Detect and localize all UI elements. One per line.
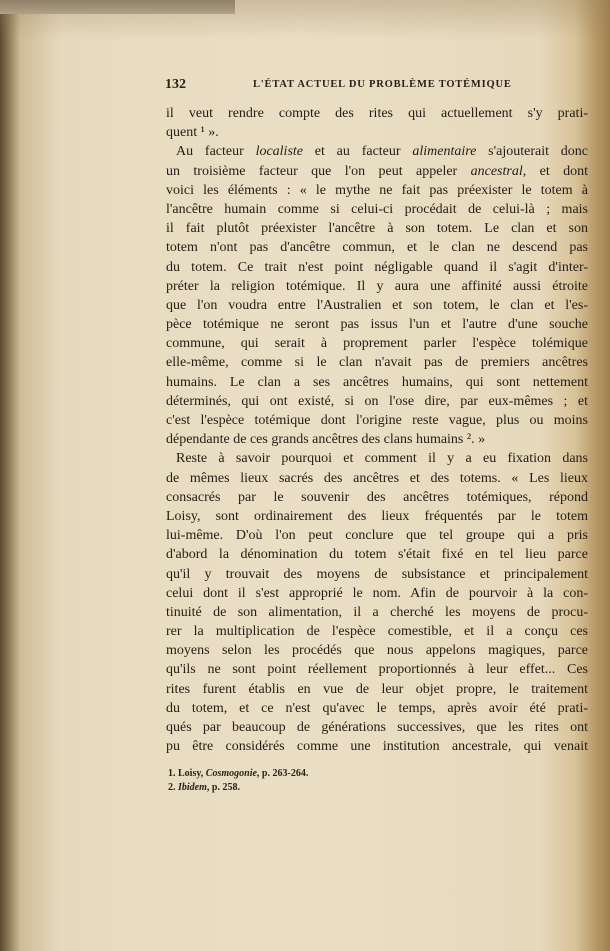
text-line	[166, 411, 588, 430]
text-run: déterminés, qui ont existé, si on l'ose dire, par eux-mêmes ; et	[166, 393, 588, 409]
italic-text: ancestral	[470, 163, 523, 179]
text-run: pèce totémique ne seront pas issus l'un et l'autre d'une souche	[166, 317, 588, 333]
text-run: commune, qui serait à proprement parler l'espèce tolémique	[166, 336, 588, 352]
text-run: préter la religion totémique. Il y aura une affinité aussi étroite	[166, 278, 588, 294]
text-run: , p. 258.	[206, 782, 240, 793]
text-line	[166, 641, 588, 660]
text-run: consacrés par le souvenir des ancêtres totémiques, répond	[166, 489, 588, 505]
italic-text: localiste	[255, 144, 303, 160]
text-line	[166, 622, 588, 641]
text-line	[166, 200, 588, 219]
text-line	[166, 353, 588, 372]
text-line	[166, 162, 588, 181]
text-line	[166, 334, 588, 353]
text-run: s'ajouterait donc	[476, 144, 589, 160]
text-run: rites furent établis en vue de leur objet propre, le traitement	[166, 681, 588, 697]
footnotes	[168, 767, 308, 795]
text-run: humains. Le clan a ses ancêtres humains, qui sont nettement	[166, 374, 588, 390]
page-shadow	[0, 0, 610, 40]
text-line	[166, 123, 588, 142]
italic-text: alimentaire	[412, 144, 477, 160]
text-run: Reste à savoir pourquoi et comment il y a eu fixation dans	[176, 451, 588, 467]
text-line	[166, 449, 588, 468]
text-line	[166, 526, 588, 545]
text-run: celui dont il s'est approprié le nom. Afin de pourvoir à la con-	[166, 585, 588, 601]
text-line	[166, 373, 588, 392]
text-line	[166, 142, 588, 161]
text-run: 2.	[168, 782, 178, 793]
text-run: totem n'ont pas d'ancêtre commun, et le clan ne descend pas	[166, 240, 588, 256]
text-run: l'ancêtre humain comme si celui-ci procédait de celui-là ; mais	[166, 201, 588, 217]
text-line	[166, 258, 588, 277]
text-run: pu être considérés comme une institution ancestrale, qui venait	[166, 739, 588, 755]
text-line	[166, 507, 588, 526]
body-text	[166, 104, 588, 756]
text-line	[166, 104, 588, 123]
text-run: Loisy, sont ordinairement des lieux fréquentés par le totem	[166, 508, 588, 524]
text-line	[166, 219, 588, 238]
text-line	[166, 660, 588, 679]
paragraph	[166, 104, 588, 142]
text-run: lui-même. D'où l'on peut conclure que tel groupe qui a pris	[166, 528, 588, 544]
text-run: , et dont	[522, 163, 588, 179]
text-line	[166, 296, 588, 315]
text-line	[166, 488, 588, 507]
text-run: d'abord la dénomination du totem s'était fixé en tel lieu parce	[166, 547, 588, 563]
paragraph	[166, 449, 588, 756]
text-run: tinuité de son alimentation, il a cherché les moyens de procu-	[166, 604, 588, 620]
text-line	[166, 737, 588, 756]
text-run: Au facteur	[176, 144, 256, 160]
text-run: qu'ils ne sont point réellement proportionnés à leur effet... Ces	[166, 662, 588, 678]
text-run: et au facteur	[303, 144, 413, 160]
text-line	[166, 603, 588, 622]
text-run: un troisième facteur que l'on peut appeler	[166, 163, 471, 179]
footnote	[168, 767, 308, 781]
text-line	[166, 699, 588, 718]
text-run: moyens selon les procédés que nous appelons magiques, parce	[166, 643, 588, 659]
text-run: qu'il y trouvait des moyens de subsistance et principalement	[166, 566, 588, 582]
text-run: , p. 263-264.	[256, 768, 309, 779]
text-line	[166, 315, 588, 334]
text-run: c'est l'espèce totémique dont l'origine reste vague, plus ou moins	[166, 413, 588, 428]
text-run: qués par beaucoup de générations successives, que les rites ont	[166, 720, 588, 735]
footnote	[168, 781, 308, 795]
text-run: voici les éléments : « le mythe ne fait pas préexister le totem à	[166, 182, 588, 198]
text-run: que l'on voudra entre l'Australien et son totem, le clan et l'es-	[166, 297, 588, 313]
text-line	[166, 565, 588, 584]
text-run: il veut rendre compte des rites qui actuellement s'y prati-	[166, 106, 588, 121]
italic-text: Ibidem	[178, 782, 207, 793]
text-run: dépendante de ces grands ancêtres des clans humains ². »	[166, 432, 486, 448]
italic-text: Cosmogonie	[205, 768, 257, 779]
page-header	[165, 77, 585, 95]
text-line	[166, 545, 588, 564]
text-line	[166, 430, 588, 449]
text-line	[166, 680, 588, 699]
page-number: 132	[165, 77, 186, 92]
text-run: du totem. Ce trait n'est point négligable quand il s'agit d'inter-	[166, 259, 588, 275]
text-run: 1. Loisy,	[168, 768, 206, 779]
text-line	[166, 469, 588, 488]
text-run: de mêmes lieux sacrés des ancêtres et des totems. « Les lieux	[166, 470, 588, 486]
text-line	[166, 238, 588, 257]
text-line	[166, 277, 588, 296]
text-run: elle-même, comme si le clan n'avait pas de premiers ancêtres	[166, 355, 588, 371]
text-line	[166, 181, 588, 200]
paragraph	[166, 142, 588, 449]
text-run: quent ¹ ».	[166, 125, 219, 141]
text-run: du totem, et ce n'est qu'avec le temps, après avoir été prati-	[166, 700, 588, 716]
text-line	[166, 584, 588, 603]
text-run: il fait plutôt préexister l'ancêtre à son totem. Le clan et son	[166, 221, 588, 237]
text-run: rer la multiplication de l'espèce comestible, et il a conçu ces	[166, 624, 588, 640]
running-title: L'ÉTAT ACTUEL DU PROBLÈME TOTÉMIQUE	[253, 79, 512, 90]
text-line	[166, 718, 588, 737]
text-line	[166, 392, 588, 411]
